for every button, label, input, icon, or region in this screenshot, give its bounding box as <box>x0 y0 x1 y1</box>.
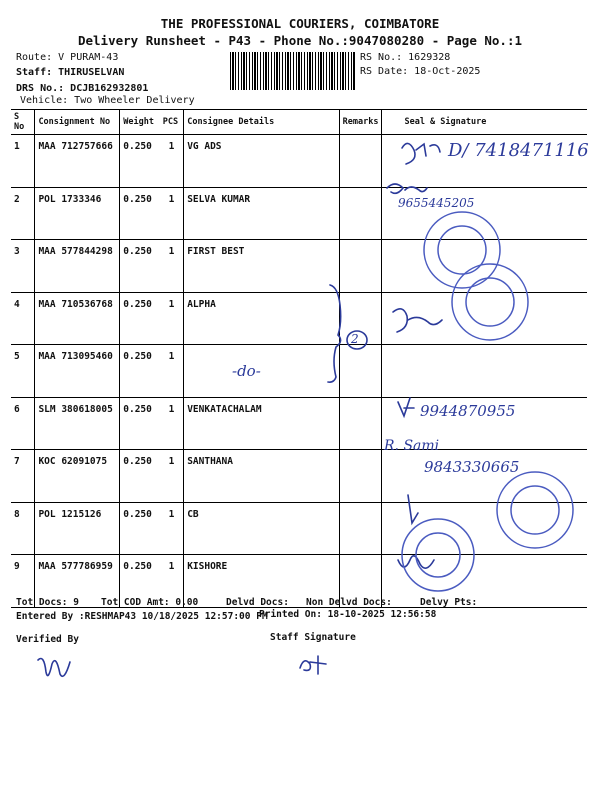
cell-consignee: VG ADS <box>184 135 339 188</box>
col-sno: S No <box>11 110 35 135</box>
table-row <box>11 292 587 345</box>
cell-seal-signature <box>382 555 587 608</box>
entered-by: Entered By :RESHMAP43 10/18/2025 12:57:00 PM <box>16 611 268 622</box>
cell-remarks <box>339 135 382 188</box>
cell-pcs: 1 <box>160 397 184 450</box>
staff-signature-mark <box>300 656 326 674</box>
cell-seal-signature <box>382 292 587 345</box>
cell-pcs: 1 <box>160 187 184 240</box>
staff-label: Staff: THIRUSELVAN <box>16 67 125 78</box>
route-label: Route: V PURAM-43 <box>16 52 119 63</box>
col-pcs: PCS <box>160 110 184 135</box>
table-row <box>11 345 587 398</box>
handwritten-count: 2 <box>351 332 359 346</box>
cell-weight: 0.250 <box>120 502 160 555</box>
document-title: THE PROFESSIONAL COURIERS, COIMBATORE <box>160 16 440 31</box>
cell-consignment-no: POL 1215126 <box>35 502 120 555</box>
cell-weight: 0.250 <box>120 345 160 398</box>
col-remarks: Remarks <box>339 110 382 135</box>
cell-consignee: FIRST BEST <box>184 240 339 293</box>
cell-sno: 7 <box>11 450 35 503</box>
table-row <box>11 240 587 293</box>
cell-sno: 1 <box>11 135 35 188</box>
handwritten-row1: D/ 7418471116 <box>448 140 589 161</box>
cell-remarks <box>339 502 382 555</box>
col-consignee: Consignee Details <box>184 110 339 135</box>
cell-weight: 0.250 <box>120 397 160 450</box>
total-docs: Tot Docs: 9 <box>16 597 79 608</box>
handwritten-row7-name: R. Sami <box>384 438 440 454</box>
cell-seal-signature <box>382 345 587 398</box>
cell-remarks <box>339 292 382 345</box>
rs-number: RS No.: 1629328 <box>360 52 451 63</box>
cell-remarks <box>339 397 382 450</box>
cell-consignee: VENKATACHALAM <box>184 397 339 450</box>
document-subtitle: Delivery Runsheet - P43 - Phone No.:9047080280 - Page No.:1 <box>77 33 522 48</box>
cell-consignee: CB <box>184 502 339 555</box>
vehicle-label: Vehicle: Two Wheeler Delivery <box>20 95 195 106</box>
cell-sno: 8 <box>11 502 35 555</box>
cell-sno: 4 <box>11 292 35 345</box>
staff-signature-label: Staff Signature <box>270 632 356 643</box>
cell-consignment-no: MAA 577786959 <box>35 555 120 608</box>
cell-seal-signature <box>382 187 587 240</box>
cell-remarks <box>339 345 382 398</box>
verified-by-label: Verified By <box>16 634 79 645</box>
delivery-points: Delvy Pts: <box>420 597 478 608</box>
cell-weight: 0.250 <box>120 292 160 345</box>
cell-pcs: 1 <box>160 502 184 555</box>
cell-consignment-no: MAA 710536768 <box>35 292 120 345</box>
cell-weight: 0.250 <box>120 555 160 608</box>
cell-consignee: ALPHA <box>184 292 339 345</box>
cell-sno: 6 <box>11 397 35 450</box>
delivered-docs: Delvd Docs: <box>226 597 289 608</box>
verified-signature <box>38 659 70 677</box>
drs-number: DRS No.: DCJB162932801 <box>16 83 149 94</box>
barcode-image <box>230 52 355 90</box>
table-row <box>11 502 587 555</box>
cell-seal-signature <box>382 240 587 293</box>
cell-remarks <box>339 187 382 240</box>
col-weight: Weight <box>120 110 160 135</box>
cell-pcs: 1 <box>160 240 184 293</box>
cell-sno: 3 <box>11 240 35 293</box>
printed-on: Printed On: 18-10-2025 12:56:58 <box>259 609 437 620</box>
cell-consignment-no: POL 1733346 <box>35 187 120 240</box>
col-seal-signature: Seal & Signature <box>382 110 587 135</box>
cell-pcs: 1 <box>160 135 184 188</box>
runsheet-table <box>11 109 587 608</box>
cell-consignee: SANTHANA <box>184 450 339 503</box>
cell-sno: 9 <box>11 555 35 608</box>
table-header-row <box>11 110 587 135</box>
cell-pcs: 1 <box>160 450 184 503</box>
cell-consignment-no: KOC 62091075 <box>35 450 120 503</box>
non-delivered-docs: Non Delvd Docs: <box>306 597 392 608</box>
cell-pcs: 1 <box>160 345 184 398</box>
cell-weight: 0.250 <box>120 450 160 503</box>
cell-remarks <box>339 450 382 503</box>
cell-weight: 0.250 <box>120 135 160 188</box>
cell-weight: 0.250 <box>120 240 160 293</box>
table-row <box>11 555 587 608</box>
cell-weight: 0.250 <box>120 187 160 240</box>
cell-pcs: 1 <box>160 292 184 345</box>
cell-consignment-no: SLM 380618005 <box>35 397 120 450</box>
cell-sno: 2 <box>11 187 35 240</box>
total-cod-amount: Tot COD Amt: 0.00 <box>101 597 199 608</box>
handwritten-row7-phone: 9843330665 <box>424 458 520 476</box>
cell-consignment-no: MAA 577844298 <box>35 240 120 293</box>
cell-consignee: KISHORE <box>184 555 339 608</box>
cell-sno: 5 <box>11 345 35 398</box>
cell-consignee: SELVA KUMAR <box>184 187 339 240</box>
cell-consignment-no: MAA 712757666 <box>35 135 120 188</box>
table-row <box>11 187 587 240</box>
rs-date: RS Date: 18-Oct-2025 <box>360 66 481 77</box>
cell-consignee <box>184 345 339 398</box>
cell-remarks <box>339 240 382 293</box>
handwritten-row6: 9944870955 <box>420 402 516 420</box>
cell-pcs: 1 <box>160 555 184 608</box>
cell-consignment-no: MAA 713095460 <box>35 345 120 398</box>
handwritten-ditto: -do- <box>232 362 261 380</box>
cell-seal-signature <box>382 502 587 555</box>
handwritten-row2-phone: 9655445205 <box>398 196 475 210</box>
col-consignment: Consignment No <box>35 110 120 135</box>
